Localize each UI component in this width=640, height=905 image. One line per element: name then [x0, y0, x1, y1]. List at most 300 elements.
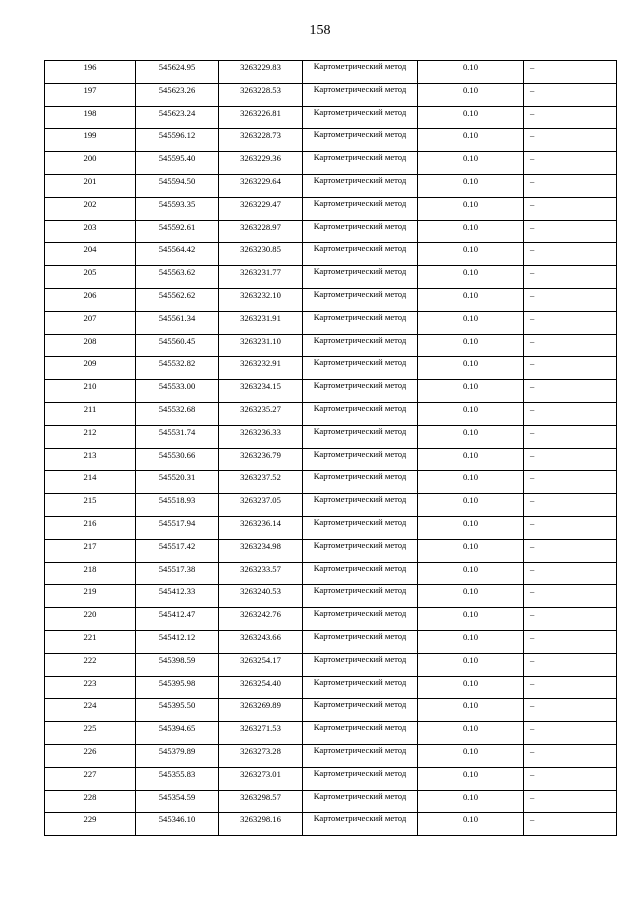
- method-cell-text: Картометрический метод: [313, 744, 407, 755]
- accuracy-cell: [418, 676, 524, 699]
- description-cell-text: –: [530, 700, 535, 711]
- point-number-cell-text: 220: [83, 609, 97, 620]
- method-cell-text: Картометрический метод: [313, 174, 407, 185]
- point-number-cell-text: 211: [83, 403, 97, 414]
- x-coordinate-cell: [136, 585, 219, 608]
- accuracy-cell-text: 0.10: [462, 472, 479, 483]
- y-coordinate-cell: [219, 790, 303, 813]
- description-cell: [524, 767, 617, 790]
- description-cell-text: –: [530, 62, 535, 72]
- y-coordinate-cell-text: 3263254.17: [240, 654, 281, 665]
- table-row: [45, 380, 617, 403]
- y-coordinate-cell: [219, 471, 303, 494]
- method-cell: [303, 288, 418, 311]
- y-coordinate-cell: [219, 425, 303, 448]
- accuracy-cell: [418, 83, 524, 106]
- accuracy-cell-text: 0.10: [462, 654, 479, 665]
- y-coordinate-cell-text: 3263232.10: [240, 289, 281, 300]
- y-coordinate-cell-text: 3263231.77: [240, 267, 281, 278]
- point-number-cell-text: 203: [83, 221, 97, 232]
- description-cell-text: –: [530, 745, 535, 756]
- y-coordinate-cell-text: 3263273.28: [240, 745, 281, 756]
- y-coordinate-cell: [219, 494, 303, 517]
- point-number-cell: [45, 197, 136, 220]
- description-cell-text: –: [530, 791, 535, 802]
- accuracy-cell-text: 0.10: [462, 358, 479, 369]
- point-number-cell-text: 208: [83, 335, 97, 346]
- point-number-cell-text: 225: [83, 723, 97, 734]
- accuracy-cell: [418, 699, 524, 722]
- y-coordinate-cell: [219, 83, 303, 106]
- description-cell: [524, 288, 617, 311]
- y-coordinate-cell: [219, 767, 303, 790]
- x-coordinate-cell-text: 545530.66: [158, 449, 196, 460]
- point-number-cell-text: 226: [83, 745, 97, 756]
- method-cell: [303, 608, 418, 631]
- description-cell: [524, 790, 617, 813]
- x-coordinate-cell-text: 545596.12: [158, 130, 196, 141]
- description-cell: [524, 539, 617, 562]
- x-coordinate-cell-text: 545563.62: [158, 267, 196, 278]
- accuracy-cell-text: 0.10: [462, 814, 479, 825]
- description-cell: [524, 630, 617, 653]
- description-cell: [524, 562, 617, 585]
- accuracy-cell: [418, 197, 524, 220]
- accuracy-cell-text: 0.10: [462, 84, 479, 95]
- point-number-cell: [45, 334, 136, 357]
- x-coordinate-cell-text: 545532.82: [158, 358, 196, 369]
- accuracy-cell: [418, 448, 524, 471]
- method-cell-text: Картометрический метод: [313, 288, 407, 299]
- point-number-cell-text: 209: [83, 358, 97, 369]
- accuracy-cell: [418, 630, 524, 653]
- x-coordinate-cell-text: 545595.40: [158, 153, 196, 164]
- accuracy-cell: [418, 220, 524, 243]
- description-cell-text: –: [530, 84, 535, 95]
- x-coordinate-cell-text: 545395.50: [158, 700, 196, 711]
- accuracy-cell: [418, 767, 524, 790]
- method-cell: [303, 402, 418, 425]
- y-coordinate-cell: [219, 539, 303, 562]
- point-number-cell: [45, 174, 136, 197]
- method-cell: [303, 83, 418, 106]
- table-row: [45, 630, 617, 653]
- method-cell: [303, 334, 418, 357]
- table-row: [45, 448, 617, 471]
- y-coordinate-cell-text: 3263231.91: [240, 312, 281, 323]
- point-number-cell-text: 229: [83, 814, 97, 825]
- table-row: [45, 334, 617, 357]
- accuracy-cell-text: 0.10: [462, 198, 479, 209]
- point-number-cell-text: 207: [83, 312, 97, 323]
- method-cell: [303, 106, 418, 129]
- x-coordinate-cell-text: 545518.93: [158, 495, 196, 506]
- method-cell: [303, 676, 418, 699]
- accuracy-cell: [418, 266, 524, 289]
- point-number-cell-text: 215: [83, 495, 97, 506]
- x-coordinate-cell: [136, 813, 219, 836]
- x-coordinate-cell-text: 545398.59: [158, 654, 196, 665]
- x-coordinate-cell: [136, 676, 219, 699]
- accuracy-cell: [418, 402, 524, 425]
- x-coordinate-cell-text: 545412.47: [158, 609, 196, 620]
- y-coordinate-cell-text: 3263232.91: [240, 358, 281, 369]
- accuracy-cell-text: 0.10: [462, 335, 479, 346]
- accuracy-cell: [418, 106, 524, 129]
- y-coordinate-cell: [219, 197, 303, 220]
- y-coordinate-cell: [219, 106, 303, 129]
- description-cell-text: –: [530, 312, 535, 323]
- method-cell-text: Картометрический метод: [313, 562, 407, 573]
- method-cell: [303, 197, 418, 220]
- y-coordinate-cell-text: 3263298.57: [240, 791, 281, 802]
- method-cell-text: Картометрический метод: [313, 608, 407, 619]
- x-coordinate-cell: [136, 722, 219, 745]
- accuracy-cell-text: 0.10: [462, 130, 479, 141]
- accuracy-cell: [418, 516, 524, 539]
- description-cell-text: –: [530, 289, 535, 300]
- accuracy-cell-text: 0.10: [462, 540, 479, 551]
- x-coordinate-cell-text: 545623.26: [158, 84, 196, 95]
- description-cell: [524, 106, 617, 129]
- accuracy-cell-text: 0.10: [462, 517, 479, 528]
- accuracy-cell-text: 0.10: [462, 723, 479, 734]
- description-cell: [524, 174, 617, 197]
- y-coordinate-cell: [219, 266, 303, 289]
- x-coordinate-cell: [136, 402, 219, 425]
- point-number-cell: [45, 106, 136, 129]
- method-cell-text: Картометрический метод: [313, 197, 407, 208]
- point-number-cell-text: 201: [83, 175, 97, 186]
- x-coordinate-cell: [136, 357, 219, 380]
- y-coordinate-cell-text: 3263269.89: [240, 700, 281, 711]
- accuracy-cell: [418, 790, 524, 813]
- accuracy-cell-text: 0.10: [462, 791, 479, 802]
- y-coordinate-cell-text: 3263235.27: [240, 403, 281, 414]
- point-number-cell: [45, 425, 136, 448]
- point-number-cell-text: 213: [83, 449, 97, 460]
- point-number-cell-text: 227: [83, 768, 97, 779]
- table-row: [45, 83, 617, 106]
- method-cell: [303, 744, 418, 767]
- y-coordinate-cell-text: 3263237.05: [240, 495, 281, 506]
- y-coordinate-cell-text: 3263236.14: [240, 517, 281, 528]
- description-cell: [524, 744, 617, 767]
- method-cell: [303, 630, 418, 653]
- accuracy-cell: [418, 562, 524, 585]
- y-coordinate-cell-text: 3263298.16: [240, 814, 281, 825]
- y-coordinate-cell: [219, 585, 303, 608]
- table-row: [45, 266, 617, 289]
- x-coordinate-cell-text: 545561.34: [158, 312, 196, 323]
- description-cell-text: –: [530, 267, 535, 278]
- method-cell-text: Картометрический метод: [313, 311, 407, 322]
- table-row: [45, 562, 617, 585]
- accuracy-cell-text: 0.10: [462, 175, 479, 186]
- description-cell-text: –: [530, 403, 535, 414]
- accuracy-cell-text: 0.10: [462, 700, 479, 711]
- description-cell: [524, 152, 617, 175]
- description-cell-text: –: [530, 814, 535, 825]
- point-number-cell-text: 198: [83, 107, 97, 118]
- page-number: 158: [309, 23, 331, 38]
- accuracy-cell-text: 0.10: [462, 677, 479, 688]
- point-number-cell: [45, 653, 136, 676]
- point-number-cell-text: 214: [83, 472, 97, 483]
- point-number-cell: [45, 608, 136, 631]
- description-cell: [524, 722, 617, 745]
- accuracy-cell: [418, 380, 524, 403]
- method-cell: [303, 266, 418, 289]
- table-row: [45, 722, 617, 745]
- x-coordinate-cell: [136, 425, 219, 448]
- y-coordinate-cell: [219, 516, 303, 539]
- x-coordinate-cell: [136, 266, 219, 289]
- point-number-cell-text: 200: [83, 153, 97, 164]
- y-coordinate-cell: [219, 380, 303, 403]
- x-coordinate-cell: [136, 106, 219, 129]
- y-coordinate-cell-text: 3263228.73: [240, 130, 281, 141]
- accuracy-cell: [418, 539, 524, 562]
- description-cell-text: –: [530, 495, 535, 506]
- method-cell-text: Картометрический метод: [313, 83, 407, 94]
- accuracy-cell: [418, 608, 524, 631]
- x-coordinate-cell: [136, 471, 219, 494]
- accuracy-cell-text: 0.10: [462, 631, 479, 642]
- description-cell-text: –: [530, 198, 535, 209]
- x-coordinate-cell: [136, 608, 219, 631]
- y-coordinate-cell: [219, 630, 303, 653]
- table-row: [45, 790, 617, 813]
- point-number-cell: [45, 402, 136, 425]
- accuracy-cell-text: 0.10: [462, 495, 479, 506]
- accuracy-cell: [418, 813, 524, 836]
- point-number-cell: [45, 311, 136, 334]
- point-number-cell-text: 216: [83, 517, 97, 528]
- description-cell-text: –: [530, 130, 535, 141]
- point-number-cell-text: 197: [83, 84, 97, 95]
- accuracy-cell: [418, 174, 524, 197]
- y-coordinate-cell-text: 3263233.57: [240, 563, 281, 574]
- point-number-cell: [45, 129, 136, 152]
- accuracy-cell: [418, 585, 524, 608]
- y-coordinate-cell: [219, 129, 303, 152]
- x-coordinate-cell-text: 545531.74: [158, 426, 196, 437]
- y-coordinate-cell: [219, 608, 303, 631]
- y-coordinate-cell: [219, 562, 303, 585]
- y-coordinate-cell: [219, 722, 303, 745]
- accuracy-cell: [418, 61, 524, 84]
- y-coordinate-cell-text: 3263226.81: [240, 107, 281, 118]
- table-row: [45, 494, 617, 517]
- x-coordinate-cell: [136, 288, 219, 311]
- x-coordinate-cell-text: 545593.35: [158, 198, 196, 209]
- y-coordinate-cell: [219, 334, 303, 357]
- method-cell: [303, 243, 418, 266]
- x-coordinate-cell: [136, 380, 219, 403]
- accuracy-cell: [418, 152, 524, 175]
- accuracy-cell: [418, 744, 524, 767]
- description-cell-text: –: [530, 381, 535, 392]
- table-row: [45, 402, 617, 425]
- table-row: [45, 288, 617, 311]
- accuracy-cell: [418, 471, 524, 494]
- accuracy-cell-text: 0.10: [462, 221, 479, 232]
- method-cell: [303, 311, 418, 334]
- x-coordinate-cell-text: 545624.95: [158, 62, 196, 72]
- accuracy-cell-text: 0.10: [462, 62, 479, 72]
- description-cell-text: –: [530, 517, 535, 528]
- x-coordinate-cell-text: 545564.42: [158, 244, 196, 255]
- method-cell-text: Картометрический метод: [313, 790, 407, 801]
- method-cell-text: Картометрический метод: [313, 243, 407, 254]
- table-row: [45, 425, 617, 448]
- x-coordinate-cell-text: 545562.62: [158, 289, 196, 300]
- method-cell: [303, 653, 418, 676]
- point-number-cell-text: 205: [83, 267, 97, 278]
- method-cell: [303, 494, 418, 517]
- x-coordinate-cell: [136, 767, 219, 790]
- y-coordinate-cell-text: 3263234.98: [240, 540, 281, 551]
- point-number-cell: [45, 380, 136, 403]
- method-cell-text: Картометрический метод: [313, 448, 407, 459]
- point-number-cell-text: 210: [83, 381, 97, 392]
- table-row: [45, 61, 617, 84]
- description-cell: [524, 699, 617, 722]
- x-coordinate-cell-text: 545517.94: [158, 517, 196, 528]
- point-number-cell: [45, 767, 136, 790]
- table-row: [45, 608, 617, 631]
- description-cell-text: –: [530, 153, 535, 164]
- description-cell: [524, 585, 617, 608]
- description-cell: [524, 380, 617, 403]
- x-coordinate-cell-text: 545560.45: [158, 335, 196, 346]
- y-coordinate-cell-text: 3263273.01: [240, 768, 281, 779]
- description-cell: [524, 311, 617, 334]
- point-number-cell: [45, 448, 136, 471]
- table-row: [45, 676, 617, 699]
- description-cell-text: –: [530, 609, 535, 620]
- description-cell: [524, 129, 617, 152]
- point-number-cell: [45, 357, 136, 380]
- y-coordinate-cell-text: 3263229.36: [240, 153, 281, 164]
- method-cell-text: Картометрический метод: [313, 152, 407, 163]
- x-coordinate-cell: [136, 243, 219, 266]
- method-cell: [303, 174, 418, 197]
- table-row: [45, 516, 617, 539]
- method-cell: [303, 152, 418, 175]
- point-number-cell: [45, 562, 136, 585]
- table-row: [45, 813, 617, 836]
- accuracy-cell-text: 0.10: [462, 449, 479, 460]
- method-cell-text: Картометрический метод: [313, 380, 407, 391]
- table-row: [45, 653, 617, 676]
- method-cell-text: Картометрический метод: [313, 676, 407, 687]
- point-number-cell-text: 228: [83, 791, 97, 802]
- y-coordinate-cell-text: 3263240.53: [240, 586, 281, 597]
- accuracy-cell: [418, 243, 524, 266]
- accuracy-cell: [418, 653, 524, 676]
- point-number-cell-text: 223: [83, 677, 97, 688]
- x-coordinate-cell: [136, 334, 219, 357]
- method-cell-text: Картометрический метод: [313, 129, 407, 140]
- method-cell: [303, 767, 418, 790]
- accuracy-cell: [418, 334, 524, 357]
- method-cell: [303, 516, 418, 539]
- accuracy-cell-text: 0.10: [462, 768, 479, 779]
- y-coordinate-cell-text: 3263243.66: [240, 631, 281, 642]
- method-cell: [303, 562, 418, 585]
- description-cell-text: –: [530, 654, 535, 665]
- accuracy-cell-text: 0.10: [462, 312, 479, 323]
- table-row: [45, 174, 617, 197]
- y-coordinate-cell: [219, 448, 303, 471]
- point-number-cell-text: 221: [83, 631, 97, 642]
- point-number-cell: [45, 288, 136, 311]
- y-coordinate-cell-text: 3263228.53: [240, 84, 281, 95]
- point-number-cell: [45, 630, 136, 653]
- x-coordinate-cell: [136, 220, 219, 243]
- method-cell-text: Картометрический метод: [313, 494, 407, 505]
- x-coordinate-cell: [136, 448, 219, 471]
- x-coordinate-cell-text: 545592.61: [158, 221, 196, 232]
- method-cell: [303, 585, 418, 608]
- accuracy-cell: [418, 311, 524, 334]
- point-number-cell: [45, 813, 136, 836]
- method-cell: [303, 425, 418, 448]
- method-cell-text: Картометрический метод: [313, 471, 407, 482]
- point-number-cell-text: 224: [83, 700, 97, 711]
- description-cell: [524, 357, 617, 380]
- accuracy-cell-text: 0.10: [462, 745, 479, 756]
- y-coordinate-cell-text: 3263230.85: [240, 244, 281, 255]
- accuracy-cell-text: 0.10: [462, 403, 479, 414]
- x-coordinate-cell-text: 545394.65: [158, 723, 196, 734]
- x-coordinate-cell-text: 545412.33: [158, 586, 196, 597]
- description-cell: [524, 608, 617, 631]
- method-cell: [303, 471, 418, 494]
- method-cell-text: Картометрический метод: [313, 630, 407, 641]
- description-cell: [524, 402, 617, 425]
- y-coordinate-cell: [219, 653, 303, 676]
- table-row: [45, 767, 617, 790]
- point-number-cell-text: 212: [83, 426, 97, 437]
- description-cell: [524, 813, 617, 836]
- x-coordinate-cell: [136, 539, 219, 562]
- description-cell: [524, 83, 617, 106]
- y-coordinate-cell-text: 3263229.83: [240, 62, 281, 72]
- y-coordinate-cell-text: 3263237.52: [240, 472, 281, 483]
- y-coordinate-cell: [219, 311, 303, 334]
- method-cell-text: Картометрический метод: [313, 767, 407, 778]
- table-row: [45, 152, 617, 175]
- method-cell: [303, 380, 418, 403]
- x-coordinate-cell-text: 545346.10: [158, 814, 196, 825]
- y-coordinate-cell: [219, 288, 303, 311]
- x-coordinate-cell: [136, 562, 219, 585]
- description-cell-text: –: [530, 358, 535, 369]
- method-cell-text: Картометрический метод: [313, 585, 407, 596]
- point-number-cell: [45, 676, 136, 699]
- point-number-cell: [45, 699, 136, 722]
- accuracy-cell: [418, 722, 524, 745]
- accuracy-cell-text: 0.10: [462, 609, 479, 620]
- description-cell-text: –: [530, 540, 535, 551]
- y-coordinate-cell: [219, 699, 303, 722]
- x-coordinate-cell: [136, 744, 219, 767]
- description-cell: [524, 266, 617, 289]
- table-row: [45, 243, 617, 266]
